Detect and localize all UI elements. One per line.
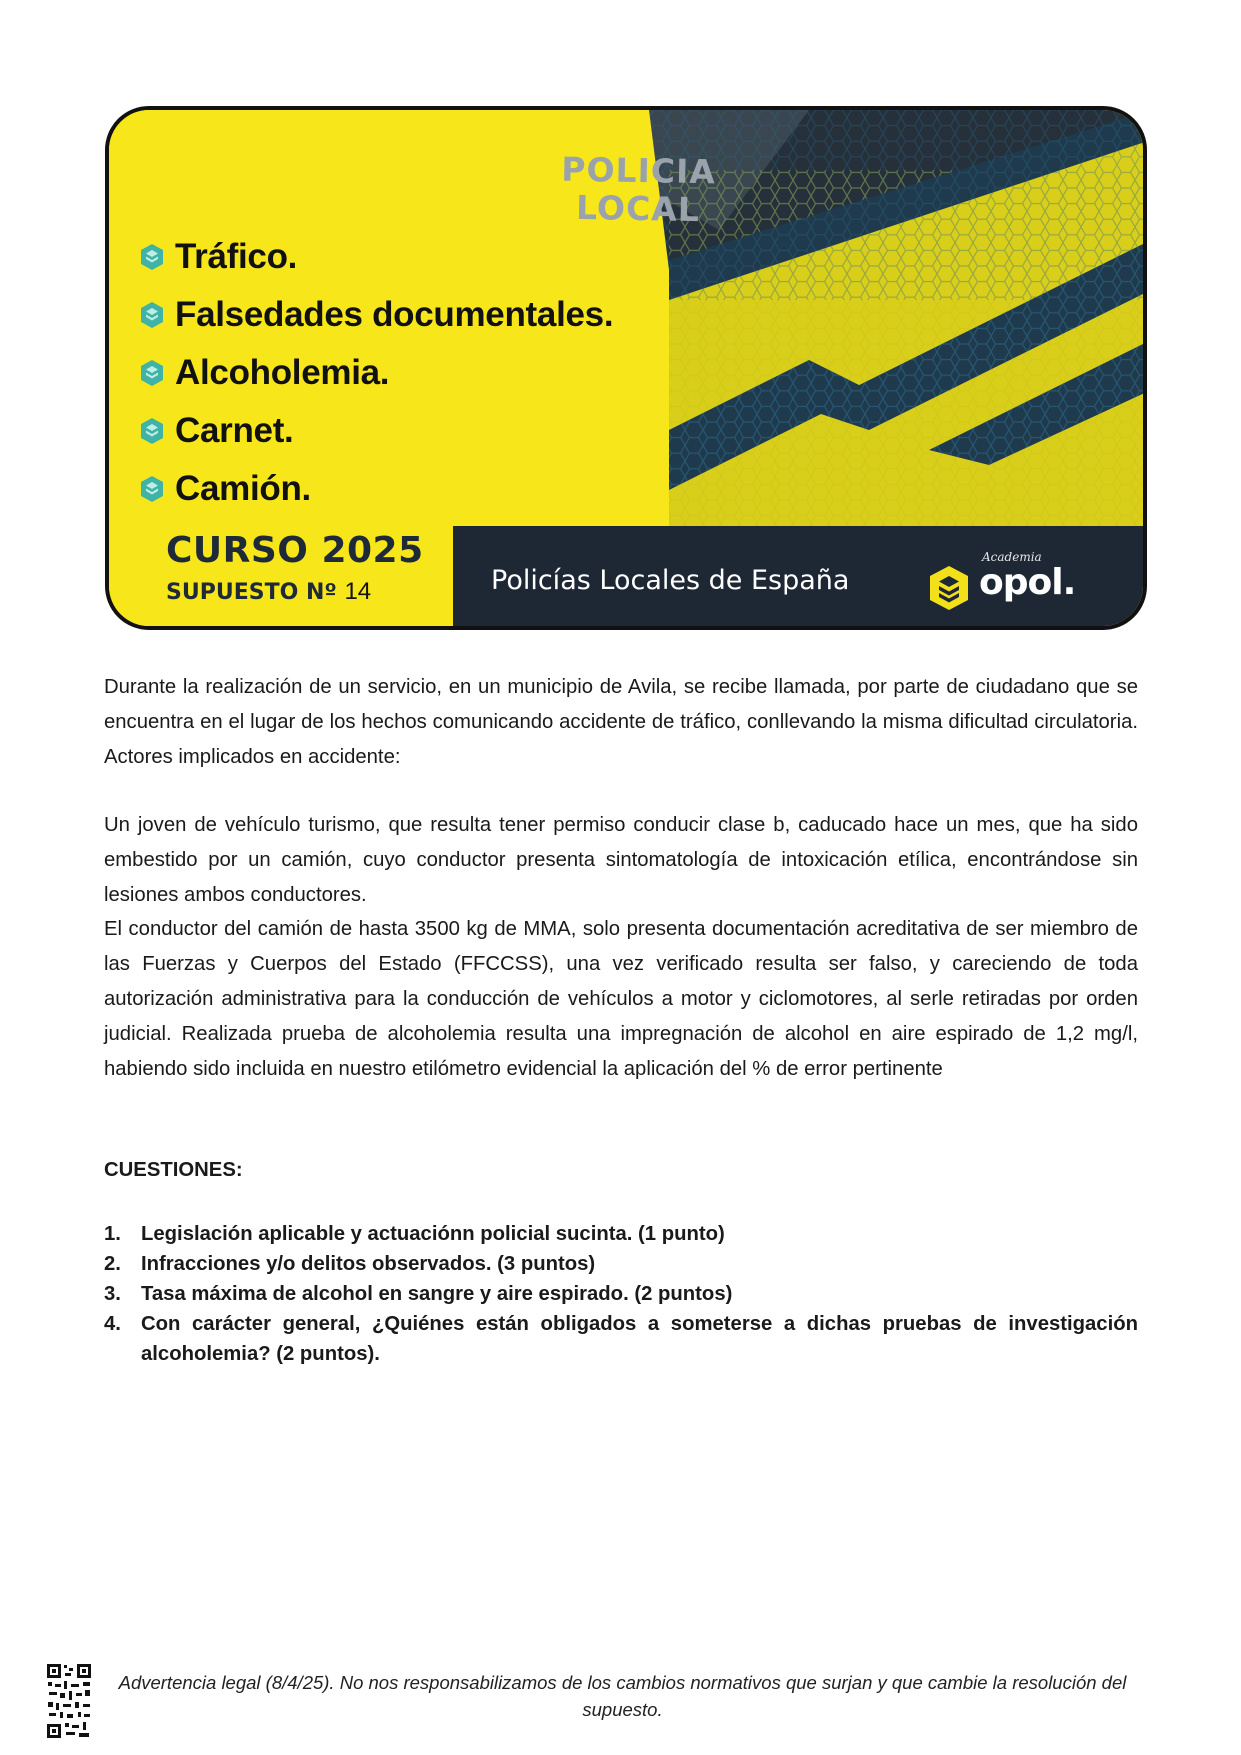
banner-footer-label: Policías Locales de España — [491, 565, 850, 596]
topic-item — [139, 460, 613, 518]
paragraph-truck-driver: El conductor del camión de hasta 3500 kg de MMA, solo presenta documentación acreditativa de ser miembro de las Fuerzas y Cuerpos del Estado (FFCCSS), una vez verificado resulta ser falso, y careciendo de toda autorización administrativa para la conducción de vehículos a motor y ciclomotores, al serle retiradas por orden judicial. Realizada prueba de alcoholemia resulta una impregnación de alcohol en aire espirado de 1,2 mg/l, habiendo sido incluida en nuestro etilómetro evidencial la aplicación del % de error pertinente — [104, 918, 1138, 1080]
hexagon-stack-icon — [139, 358, 165, 388]
paragraph-actors: Un joven de vehículo turismo, que resulta tener permiso conducir clase b, caducado hace un mes, que ha sido embestido por un camión, cuyo conductor presenta sintomatología de intoxicación etílica, encontrándose sin lesiones ambos conductores. — [104, 814, 1138, 906]
question-text: Tasa máxima de alcohol en sangre y aire espirado. (2 puntos) — [141, 1283, 733, 1305]
brand-small-text: Academia — [982, 550, 1042, 564]
topic-item — [139, 344, 613, 402]
header-banner — [105, 106, 1147, 630]
question-item — [104, 1249, 1138, 1279]
question-number: 3. — [104, 1283, 121, 1305]
hexagon-stack-icon — [139, 242, 165, 272]
question-item — [104, 1279, 1138, 1309]
opol-logo — [927, 552, 1097, 612]
qr-code-icon — [45, 1662, 93, 1740]
question-item — [104, 1219, 1138, 1249]
topic-label: Alcoholemia. — [175, 353, 390, 392]
topic-label: Tráfico. — [175, 237, 298, 276]
hexagon-stack-icon — [139, 300, 165, 330]
topic-label: Falsedades documentales. — [175, 295, 614, 334]
badge-line-1: POLICIA — [561, 149, 717, 192]
legal-notice: Advertencia legal (8/4/25). No nos responsabilizamos de los cambios normativos que surjan y que cambie la resolución del supuesto. — [118, 1672, 1127, 1720]
topic-label: Carnet. — [175, 411, 294, 450]
hexagon-stack-icon — [139, 474, 165, 504]
brand-name: opol. — [979, 562, 1076, 603]
question-item — [104, 1309, 1138, 1369]
police-badge — [560, 151, 716, 230]
course-title: CURSO 2025 — [166, 530, 424, 571]
supuesto-text: SUPUESTO Nº — [166, 580, 337, 605]
question-number: 4. — [104, 1313, 121, 1335]
questions-title: CUESTIONES: — [104, 1159, 243, 1181]
topic-item — [139, 228, 613, 286]
question-number: 2. — [104, 1253, 121, 1275]
banner-footer-bar — [453, 526, 1147, 630]
supuesto-number: 14 — [344, 578, 372, 605]
questions-list — [104, 1219, 1138, 1369]
opol-logo-icon — [927, 564, 971, 612]
topic-item — [139, 402, 613, 460]
topic-item — [139, 286, 613, 344]
question-number: 1. — [104, 1223, 121, 1245]
paragraph-intro: Durante la realización de un servicio, en un municipio de Avila, se recibe llamada, por parte de ciudadano que se encuentra en el lugar de los hechos comunicando accidente de tráfico, conllevando la misma dificultad circulatoria. Actores implicados en accidente: — [104, 676, 1138, 768]
question-text: Infracciones y/o delitos observados. (3 puntos) — [141, 1253, 596, 1275]
question-text: Legislación aplicable y actuaciónn policial sucinta. (1 punto) — [141, 1223, 725, 1245]
badge-line-2: LOCAL — [575, 187, 701, 230]
question-text: Con carácter general, ¿Quiénes están obligados a someterse a dichas pruebas de investigación alcoholemia? (2 puntos). — [141, 1313, 1138, 1365]
hexagon-stack-icon — [139, 416, 165, 446]
supuesto-label — [166, 578, 371, 606]
topic-label: Camión. — [175, 469, 311, 508]
topic-list — [139, 228, 613, 518]
